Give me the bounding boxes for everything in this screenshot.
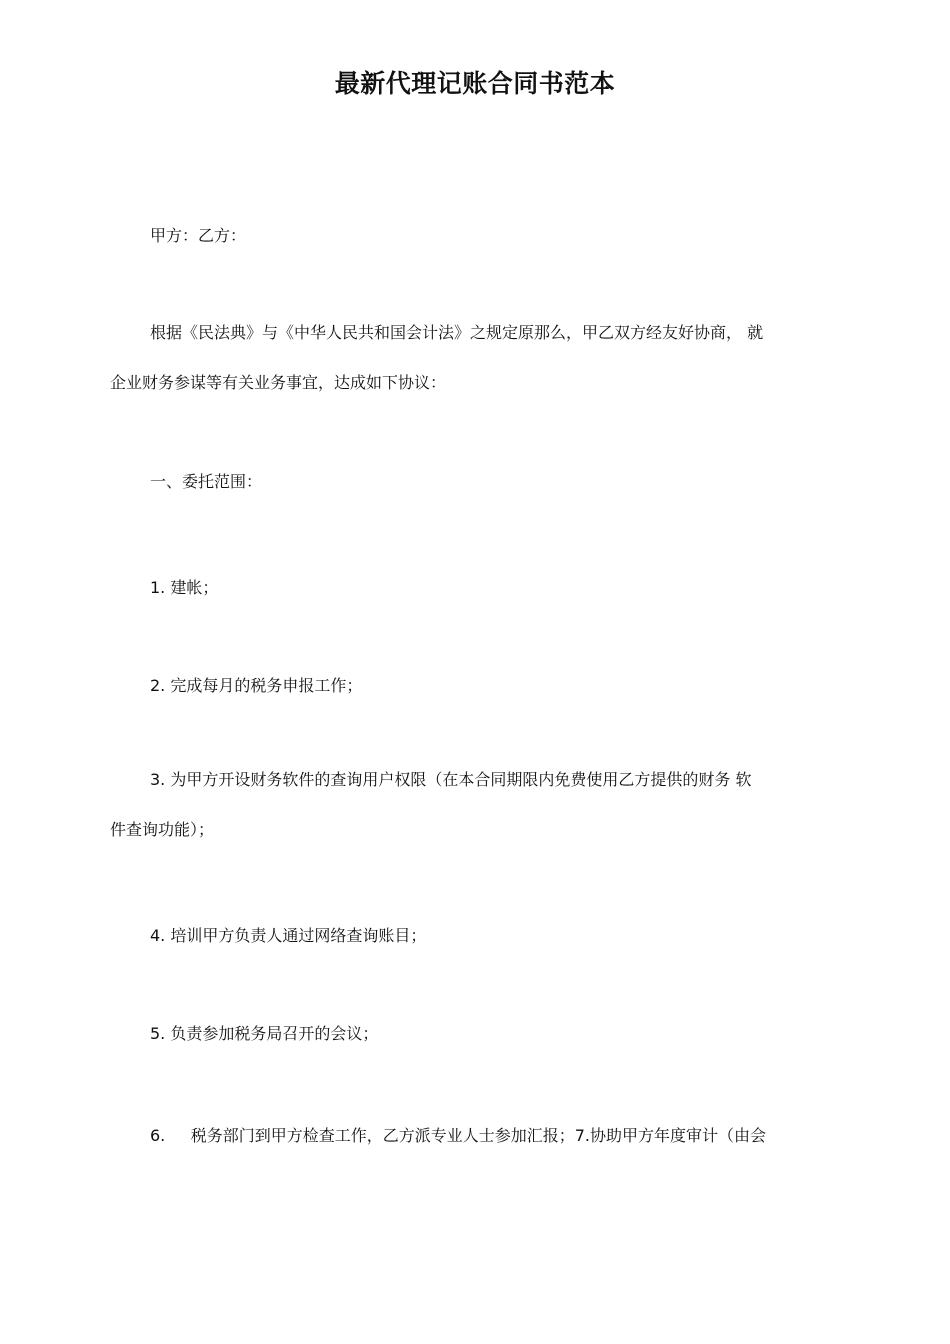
list-item-4: 4. 培训甲方负责人通过网络查询账目； <box>150 926 427 945</box>
section-heading: 一、委托范围： <box>150 472 263 491</box>
list-item-5: 5. 负责参加税务局召开的会议； <box>150 1024 379 1043</box>
list-item-6: 6. 税务部门到甲方检查工作，乙方派专业人士参加汇报；7.协助甲方年度审计（由会 <box>150 1126 766 1145</box>
list-item-1: 1. 建帐； <box>150 578 219 597</box>
document-title: 最新代理记账合同书范本 <box>334 69 616 98</box>
intro-paragraph-line-1: 根据《民法典》与《中华人民共和国会计法》之规定原那么，甲乙双方经友好协商， 就 <box>150 323 764 342</box>
intro-paragraph-line-2: 企业财务参谋等有关业务事宜，达成如下协议： <box>110 373 447 392</box>
list-item-2: 2. 完成每月的税务申报工作； <box>150 676 363 695</box>
list-item-3-line-1: 3. 为甲方开设财务软件的查询用户权限（在本合同期限内免费使用乙方提供的财务 软 <box>150 770 752 789</box>
parties-line: 甲方：乙方： <box>150 226 247 245</box>
list-item-3-line-2: 件查询功能）； <box>110 820 215 839</box>
